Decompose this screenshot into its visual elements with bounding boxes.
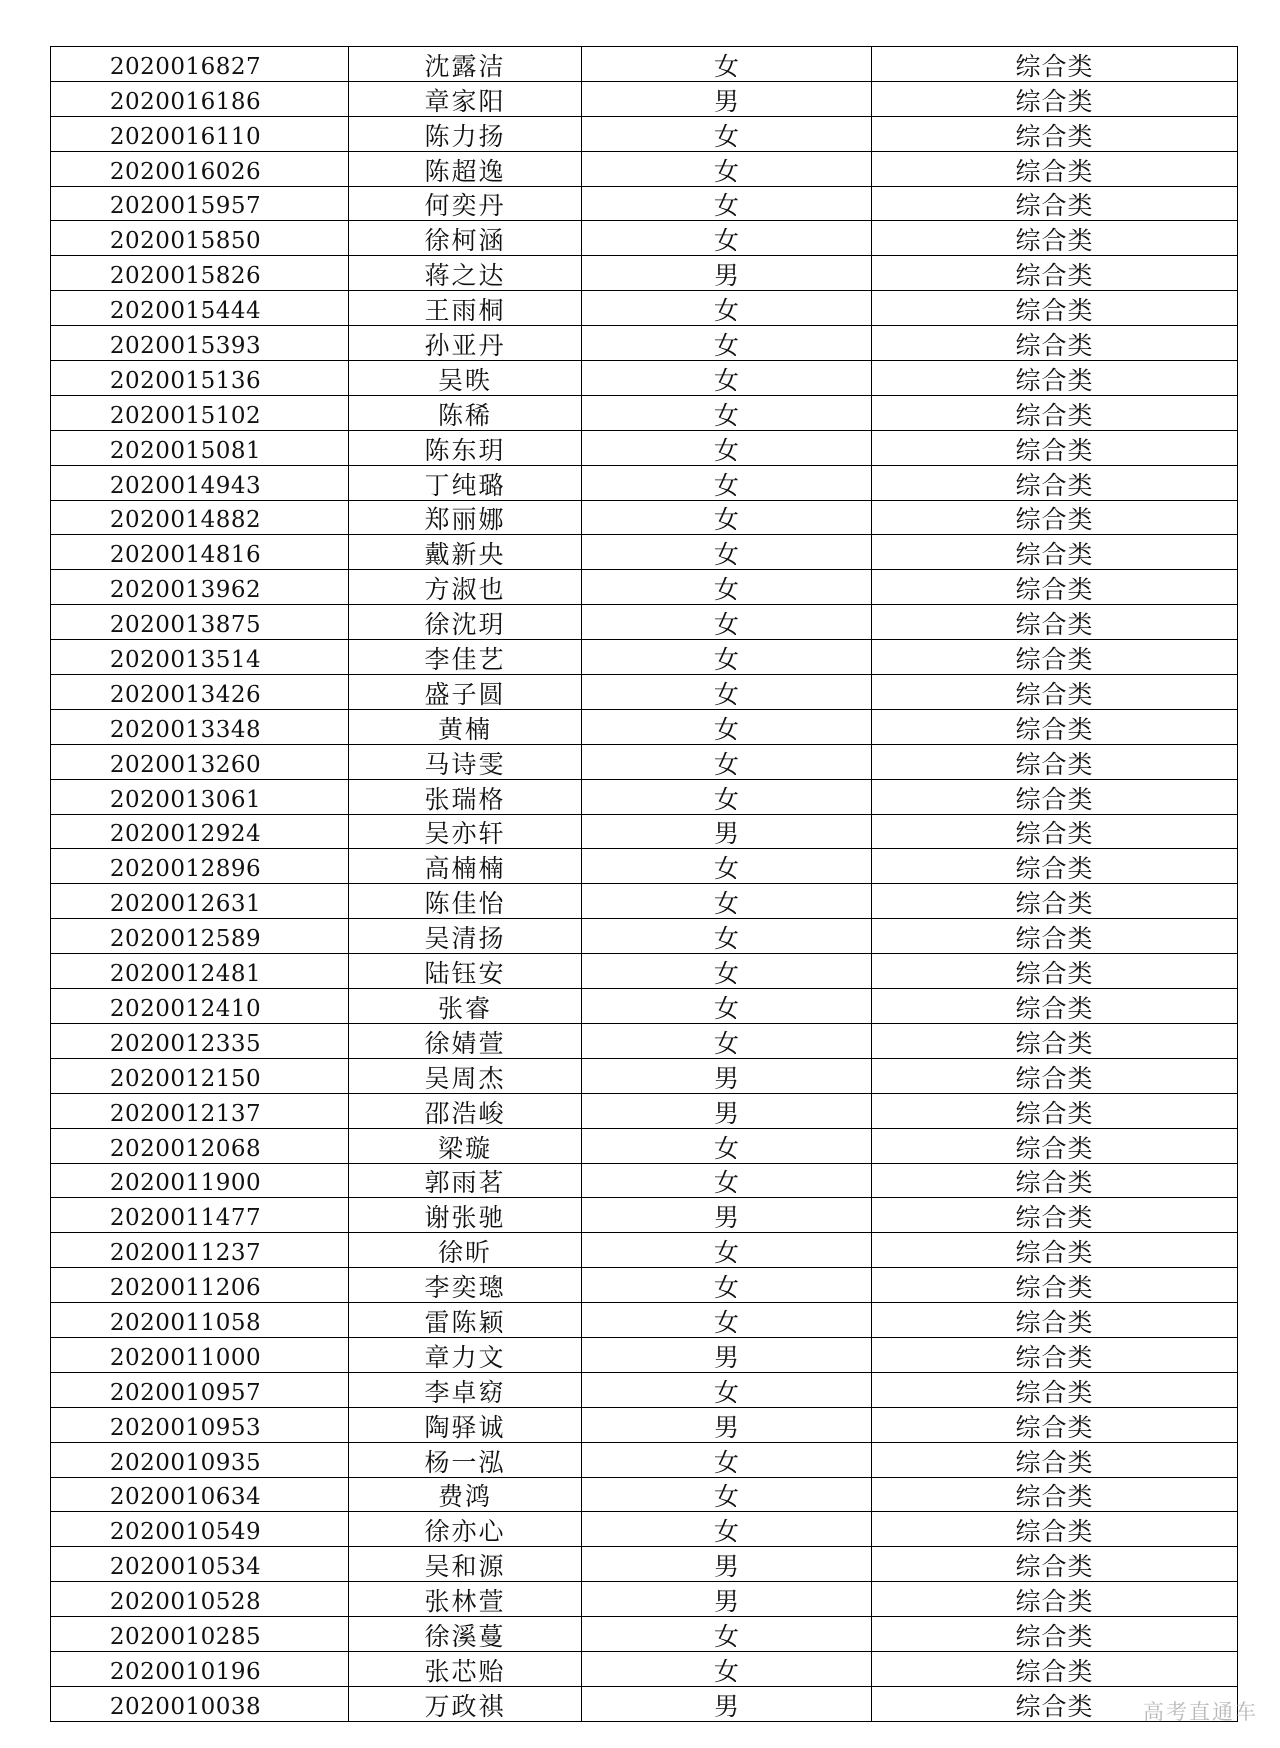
student-name-cell: 张瑞格 [349, 779, 582, 814]
category-cell: 综合类 [872, 186, 1238, 221]
table-row [51, 954, 1238, 989]
gender-cell: 女 [582, 675, 872, 710]
student-id-cell: 2020010528 [51, 1582, 349, 1617]
table-row [51, 1303, 1238, 1338]
table-row [51, 1128, 1238, 1163]
gender-cell: 女 [582, 116, 872, 151]
student-id-cell: 2020010953 [51, 1407, 349, 1442]
gender-cell: 女 [582, 1617, 872, 1652]
gender-cell: 男 [582, 1058, 872, 1093]
student-name-cell: 马诗雯 [349, 744, 582, 779]
gender-cell: 女 [582, 954, 872, 989]
category-cell: 综合类 [872, 1686, 1238, 1721]
category-cell: 综合类 [872, 744, 1238, 779]
gender-cell: 女 [582, 989, 872, 1024]
gender-cell: 女 [582, 395, 872, 430]
table-row [51, 640, 1238, 675]
category-cell: 综合类 [872, 570, 1238, 605]
student-id-cell: 2020012335 [51, 1023, 349, 1058]
gender-cell: 女 [582, 1372, 872, 1407]
category-cell: 综合类 [872, 1058, 1238, 1093]
student-id-cell: 2020014943 [51, 465, 349, 500]
gender-cell: 女 [582, 1651, 872, 1686]
gender-cell: 女 [582, 1163, 872, 1198]
student-id-cell: 2020015444 [51, 291, 349, 326]
table-row [51, 1023, 1238, 1058]
category-cell: 综合类 [872, 1512, 1238, 1547]
category-cell: 综合类 [872, 1023, 1238, 1058]
student-id-cell: 2020016186 [51, 81, 349, 116]
gender-cell: 女 [582, 361, 872, 396]
table-body [51, 47, 1238, 1722]
category-cell: 综合类 [872, 954, 1238, 989]
student-name-cell: 章家阳 [349, 81, 582, 116]
student-name-cell: 李奕璁 [349, 1268, 582, 1303]
table-row [51, 1163, 1238, 1198]
gender-cell: 男 [582, 1093, 872, 1128]
table-row [51, 989, 1238, 1024]
table-row [51, 500, 1238, 535]
table-row [51, 1617, 1238, 1652]
category-cell: 综合类 [872, 1547, 1238, 1582]
gender-cell: 女 [582, 1233, 872, 1268]
student-name-cell: 蒋之达 [349, 256, 582, 291]
student-id-cell: 2020014816 [51, 535, 349, 570]
student-name-cell: 沈露洁 [349, 47, 582, 82]
student-id-cell: 2020011058 [51, 1303, 349, 1338]
student-name-cell: 梁璇 [349, 1128, 582, 1163]
student-id-cell: 2020011900 [51, 1163, 349, 1198]
gender-cell: 女 [582, 1128, 872, 1163]
student-name-cell: 杨一泓 [349, 1442, 582, 1477]
table-row [51, 1477, 1238, 1512]
table-row [51, 605, 1238, 640]
student-name-cell: 吴亦轩 [349, 814, 582, 849]
category-cell: 综合类 [872, 849, 1238, 884]
student-id-cell: 2020016026 [51, 151, 349, 186]
gender-cell: 女 [582, 326, 872, 361]
gender-cell: 女 [582, 500, 872, 535]
student-name-cell: 张睿 [349, 989, 582, 1024]
table-row [51, 430, 1238, 465]
table-row [51, 1651, 1238, 1686]
table-row [51, 116, 1238, 151]
student-name-cell: 王雨桐 [349, 291, 582, 326]
student-id-cell: 2020013962 [51, 570, 349, 605]
student-name-cell: 黄楠 [349, 709, 582, 744]
student-id-cell: 2020015393 [51, 326, 349, 361]
student-name-cell: 雷陈颖 [349, 1303, 582, 1338]
table-row [51, 535, 1238, 570]
student-name-cell: 丁纯璐 [349, 465, 582, 500]
table-row [51, 326, 1238, 361]
table-row [51, 1337, 1238, 1372]
gender-cell: 女 [582, 221, 872, 256]
gender-cell: 女 [582, 465, 872, 500]
student-id-cell: 2020011206 [51, 1268, 349, 1303]
gender-cell: 男 [582, 1407, 872, 1442]
table-row [51, 1058, 1238, 1093]
category-cell: 综合类 [872, 1442, 1238, 1477]
category-cell: 综合类 [872, 361, 1238, 396]
watermark: 高考直通车 [1143, 1700, 1258, 1724]
student-name-cell: 郑丽娜 [349, 500, 582, 535]
student-name-cell: 高楠楠 [349, 849, 582, 884]
student-name-cell: 何奕丹 [349, 186, 582, 221]
student-name-cell: 吴昳 [349, 361, 582, 396]
student-id-cell: 2020013260 [51, 744, 349, 779]
student-id-cell: 2020016110 [51, 116, 349, 151]
gender-cell: 女 [582, 430, 872, 465]
student-id-cell: 2020012631 [51, 884, 349, 919]
category-cell: 综合类 [872, 814, 1238, 849]
category-cell: 综合类 [872, 1651, 1238, 1686]
student-id-cell: 2020011477 [51, 1198, 349, 1233]
student-name-cell: 万政祺 [349, 1686, 582, 1721]
student-name-cell: 方淑也 [349, 570, 582, 605]
gender-cell: 女 [582, 1477, 872, 1512]
student-id-cell: 2020010935 [51, 1442, 349, 1477]
table-row [51, 151, 1238, 186]
gender-cell: 男 [582, 814, 872, 849]
gender-cell: 女 [582, 1442, 872, 1477]
student-id-cell: 2020012150 [51, 1058, 349, 1093]
student-id-cell: 2020014882 [51, 500, 349, 535]
student-name-cell: 郭雨茗 [349, 1163, 582, 1198]
category-cell: 综合类 [872, 221, 1238, 256]
student-id-cell: 2020010534 [51, 1547, 349, 1582]
table-row [51, 395, 1238, 430]
student-name-cell: 陈佳怡 [349, 884, 582, 919]
student-id-cell: 2020015102 [51, 395, 349, 430]
student-id-cell: 2020012137 [51, 1093, 349, 1128]
category-cell: 综合类 [872, 81, 1238, 116]
student-name-cell: 陈力扬 [349, 116, 582, 151]
student-id-cell: 2020010285 [51, 1617, 349, 1652]
student-name-cell: 章力文 [349, 1337, 582, 1372]
student-name-cell: 戴新央 [349, 535, 582, 570]
table-row [51, 1686, 1238, 1721]
gender-cell: 女 [582, 1023, 872, 1058]
student-name-cell: 张林萱 [349, 1582, 582, 1617]
category-cell: 综合类 [872, 326, 1238, 361]
category-cell: 综合类 [872, 1198, 1238, 1233]
table-row [51, 221, 1238, 256]
category-cell: 综合类 [872, 1268, 1238, 1303]
category-cell: 综合类 [872, 1303, 1238, 1338]
category-cell: 综合类 [872, 47, 1238, 82]
student-id-cell: 2020013348 [51, 709, 349, 744]
gender-cell: 男 [582, 81, 872, 116]
gender-cell: 女 [582, 47, 872, 82]
student-id-cell: 2020013061 [51, 779, 349, 814]
student-name-cell: 徐亦心 [349, 1512, 582, 1547]
table-row [51, 1268, 1238, 1303]
student-name-cell: 徐沈玥 [349, 605, 582, 640]
student-id-cell: 2020011000 [51, 1337, 349, 1372]
gender-cell: 女 [582, 186, 872, 221]
category-cell: 综合类 [872, 1372, 1238, 1407]
table-row [51, 81, 1238, 116]
table-row [51, 570, 1238, 605]
student-name-cell: 吴清扬 [349, 919, 582, 954]
table-row [51, 779, 1238, 814]
student-id-cell: 2020010549 [51, 1512, 349, 1547]
table-row [51, 919, 1238, 954]
gender-cell: 女 [582, 1268, 872, 1303]
gender-cell: 男 [582, 1547, 872, 1582]
student-id-cell: 2020010957 [51, 1372, 349, 1407]
student-id-cell: 2020012589 [51, 919, 349, 954]
gender-cell: 女 [582, 151, 872, 186]
admission-list-table [50, 46, 1238, 1722]
table-row [51, 1233, 1238, 1268]
student-id-cell: 2020013514 [51, 640, 349, 675]
student-name-cell: 吴周杰 [349, 1058, 582, 1093]
student-name-cell: 徐溪蔓 [349, 1617, 582, 1652]
category-cell: 综合类 [872, 884, 1238, 919]
category-cell: 综合类 [872, 430, 1238, 465]
category-cell: 综合类 [872, 640, 1238, 675]
student-id-cell: 2020015136 [51, 361, 349, 396]
gender-cell: 女 [582, 570, 872, 605]
student-id-cell: 2020010038 [51, 1686, 349, 1721]
table-row [51, 1372, 1238, 1407]
category-cell: 综合类 [872, 605, 1238, 640]
table-row [51, 849, 1238, 884]
student-id-cell: 2020015826 [51, 256, 349, 291]
table-row [51, 744, 1238, 779]
student-id-cell: 2020013426 [51, 675, 349, 710]
gender-cell: 女 [582, 919, 872, 954]
student-id-cell: 2020012481 [51, 954, 349, 989]
table-row [51, 47, 1238, 82]
table-row [51, 884, 1238, 919]
gender-cell: 女 [582, 605, 872, 640]
gender-cell: 男 [582, 1337, 872, 1372]
student-name-cell: 徐昕 [349, 1233, 582, 1268]
student-name-cell: 吴和源 [349, 1547, 582, 1582]
student-id-cell: 2020015957 [51, 186, 349, 221]
student-name-cell: 李佳艺 [349, 640, 582, 675]
table-row [51, 256, 1238, 291]
gender-cell: 女 [582, 884, 872, 919]
table-row [51, 1512, 1238, 1547]
category-cell: 综合类 [872, 395, 1238, 430]
category-cell: 综合类 [872, 1337, 1238, 1372]
category-cell: 综合类 [872, 989, 1238, 1024]
student-id-cell: 2020011237 [51, 1233, 349, 1268]
category-cell: 综合类 [872, 1128, 1238, 1163]
category-cell: 综合类 [872, 1617, 1238, 1652]
student-id-cell: 2020012924 [51, 814, 349, 849]
table-row [51, 1582, 1238, 1617]
student-id-cell: 2020012068 [51, 1128, 349, 1163]
student-name-cell: 谢张驰 [349, 1198, 582, 1233]
student-name-cell: 陈超逸 [349, 151, 582, 186]
category-cell: 综合类 [872, 116, 1238, 151]
student-name-cell: 费鸿 [349, 1477, 582, 1512]
student-name-cell: 张芯贻 [349, 1651, 582, 1686]
student-id-cell: 2020012896 [51, 849, 349, 884]
table-row [51, 1547, 1238, 1582]
table-row [51, 1407, 1238, 1442]
student-name-cell: 陆钰安 [349, 954, 582, 989]
gender-cell: 女 [582, 779, 872, 814]
gender-cell: 女 [582, 709, 872, 744]
gender-cell: 女 [582, 640, 872, 675]
student-name-cell: 孙亚丹 [349, 326, 582, 361]
category-cell: 综合类 [872, 291, 1238, 326]
category-cell: 综合类 [872, 1582, 1238, 1617]
table-row [51, 1093, 1238, 1128]
category-cell: 综合类 [872, 675, 1238, 710]
student-id-cell: 2020012410 [51, 989, 349, 1024]
table-row [51, 1442, 1238, 1477]
category-cell: 综合类 [872, 779, 1238, 814]
category-cell: 综合类 [872, 1407, 1238, 1442]
gender-cell: 男 [582, 1198, 872, 1233]
table-row [51, 465, 1238, 500]
gender-cell: 女 [582, 291, 872, 326]
category-cell: 综合类 [872, 151, 1238, 186]
table-row [51, 709, 1238, 744]
gender-cell: 男 [582, 1686, 872, 1721]
student-name-cell: 盛子圆 [349, 675, 582, 710]
category-cell: 综合类 [872, 709, 1238, 744]
gender-cell: 男 [582, 256, 872, 291]
student-id-cell: 2020010196 [51, 1651, 349, 1686]
category-cell: 综合类 [872, 535, 1238, 570]
category-cell: 综合类 [872, 1477, 1238, 1512]
student-id-cell: 2020010634 [51, 1477, 349, 1512]
gender-cell: 女 [582, 1512, 872, 1547]
category-cell: 综合类 [872, 256, 1238, 291]
student-name-cell: 徐柯涵 [349, 221, 582, 256]
gender-cell: 男 [582, 1582, 872, 1617]
gender-cell: 女 [582, 535, 872, 570]
table-row [51, 361, 1238, 396]
student-name-cell: 邵浩峻 [349, 1093, 582, 1128]
student-id-cell: 2020016827 [51, 47, 349, 82]
table-row [51, 1198, 1238, 1233]
category-cell: 综合类 [872, 919, 1238, 954]
student-name-cell: 徐婧萱 [349, 1023, 582, 1058]
gender-cell: 女 [582, 1303, 872, 1338]
table-row [51, 814, 1238, 849]
table-row [51, 186, 1238, 221]
student-name-cell: 陈稀 [349, 395, 582, 430]
student-name-cell: 陈东玥 [349, 430, 582, 465]
category-cell: 综合类 [872, 1093, 1238, 1128]
category-cell: 综合类 [872, 500, 1238, 535]
category-cell: 综合类 [872, 465, 1238, 500]
table-row [51, 291, 1238, 326]
gender-cell: 女 [582, 744, 872, 779]
student-name-cell: 李卓窈 [349, 1372, 582, 1407]
student-id-cell: 2020015081 [51, 430, 349, 465]
category-cell: 综合类 [872, 1233, 1238, 1268]
student-id-cell: 2020013875 [51, 605, 349, 640]
category-cell: 综合类 [872, 1163, 1238, 1198]
table-row [51, 675, 1238, 710]
student-name-cell: 陶驿诚 [349, 1407, 582, 1442]
student-id-cell: 2020015850 [51, 221, 349, 256]
gender-cell: 女 [582, 849, 872, 884]
